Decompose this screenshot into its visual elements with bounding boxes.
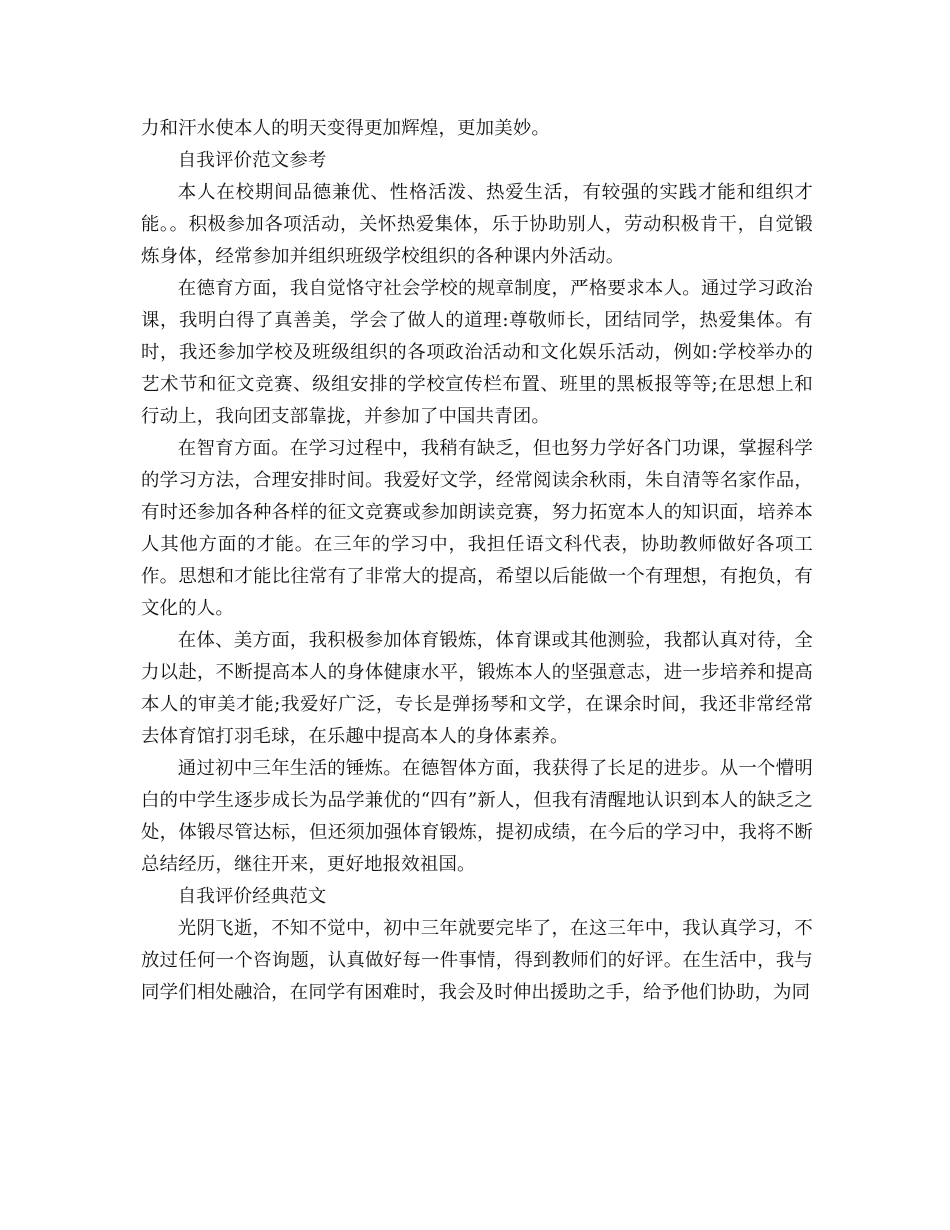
section-heading-classic: 自我评价经典范文 xyxy=(177,886,327,907)
paragraph-intro: 本人在校期间品德兼优、性格活泼、热爱生活，有较强的实践才能和组织才能。。积极参加各项活动，关怀热爱集体，乐于协助别人，劳动积极肯干，自觉锻炼身体，经常参加并组织班级学校组织的各种课内外活动。 xyxy=(141,182,813,267)
paragraph-summary: 通过初中三年生活的锤炼。在德智体方面，我获得了长足的进步。从一个懵明白的中学生逐步成长为品学兼优的“四有”新人，但我有清醒地认识到本人的缺乏之处，体锻尽管达标，但还须加强体育锻炼，提初成绩，在今后的学习中，我将不断总结经历，继往开来，更好地报效祖国。 xyxy=(141,758,813,875)
section-heading-reference: 自我评价范文参考 xyxy=(177,150,327,171)
paragraph-physical-aesthetic: 在体、美方面，我积极参加体育锻炼，体育课或其他测验，我都认真对待，全力以赴，不断提高本人的身体健康水平，锻炼本人的坚强意志，进一步培养和提高本人的审美才能;我爱好广泛，专长是弹扬琴和文学，在课余时间，我还非常经常去体育馆打羽毛球，在乐趣中提高本人的身体素养。 xyxy=(141,630,813,747)
paragraph-classic-start: 光阴飞逝，不知不觉中，初中三年就要完毕了，在这三年中，我认真学习，不放过任何一个咨询题，认真做好每一件事情，得到教师们的好评。在生活中，我与同学们相处融洽，在同学有困难时，我会及时伸出援助之手，给予他们协助，为同 xyxy=(141,918,813,1003)
paragraph-moral-education: 在德育方面，我自觉恪守社会学校的规章制度，严格要求本人。通过学习政治课，我明白得了真善美，学会了做人的道理:尊敬师长，团结同学，热爱集体。有时，我还参加学校及班级组织的各项政治活动和文化娱乐活动，例如:学校举办的艺术节和征文竞赛、级组安排的学校宣传栏布置、班里的黑板报等等;在思想上和行动上，我向团支部靠拢，并参加了中国共青团。 xyxy=(141,278,813,427)
paragraph-intellectual-education: 在智育方面。在学习过程中，我稍有缺乏，但也努力学好各门功课，掌握科学的学习方法，合理安排时间。我爱好文学，经常阅读余秋雨，朱自清等名家作品，有时还参加各种各样的征文竞赛或参加朗读竞赛，努力拓宽本人的知识面，培养本人其他方面的才能。在三年的学习中，我担任语文科代表，协助教师做好各项工作。思想和才能比往常有了非常大的提高，希望以后能做一个有理想，有抱负，有文化的人。 xyxy=(141,438,813,619)
paragraph-continuation: 力和汗水使本人的明天变得更加辉煌，更加美妙。 xyxy=(141,118,550,139)
document-body xyxy=(141,113,813,1009)
